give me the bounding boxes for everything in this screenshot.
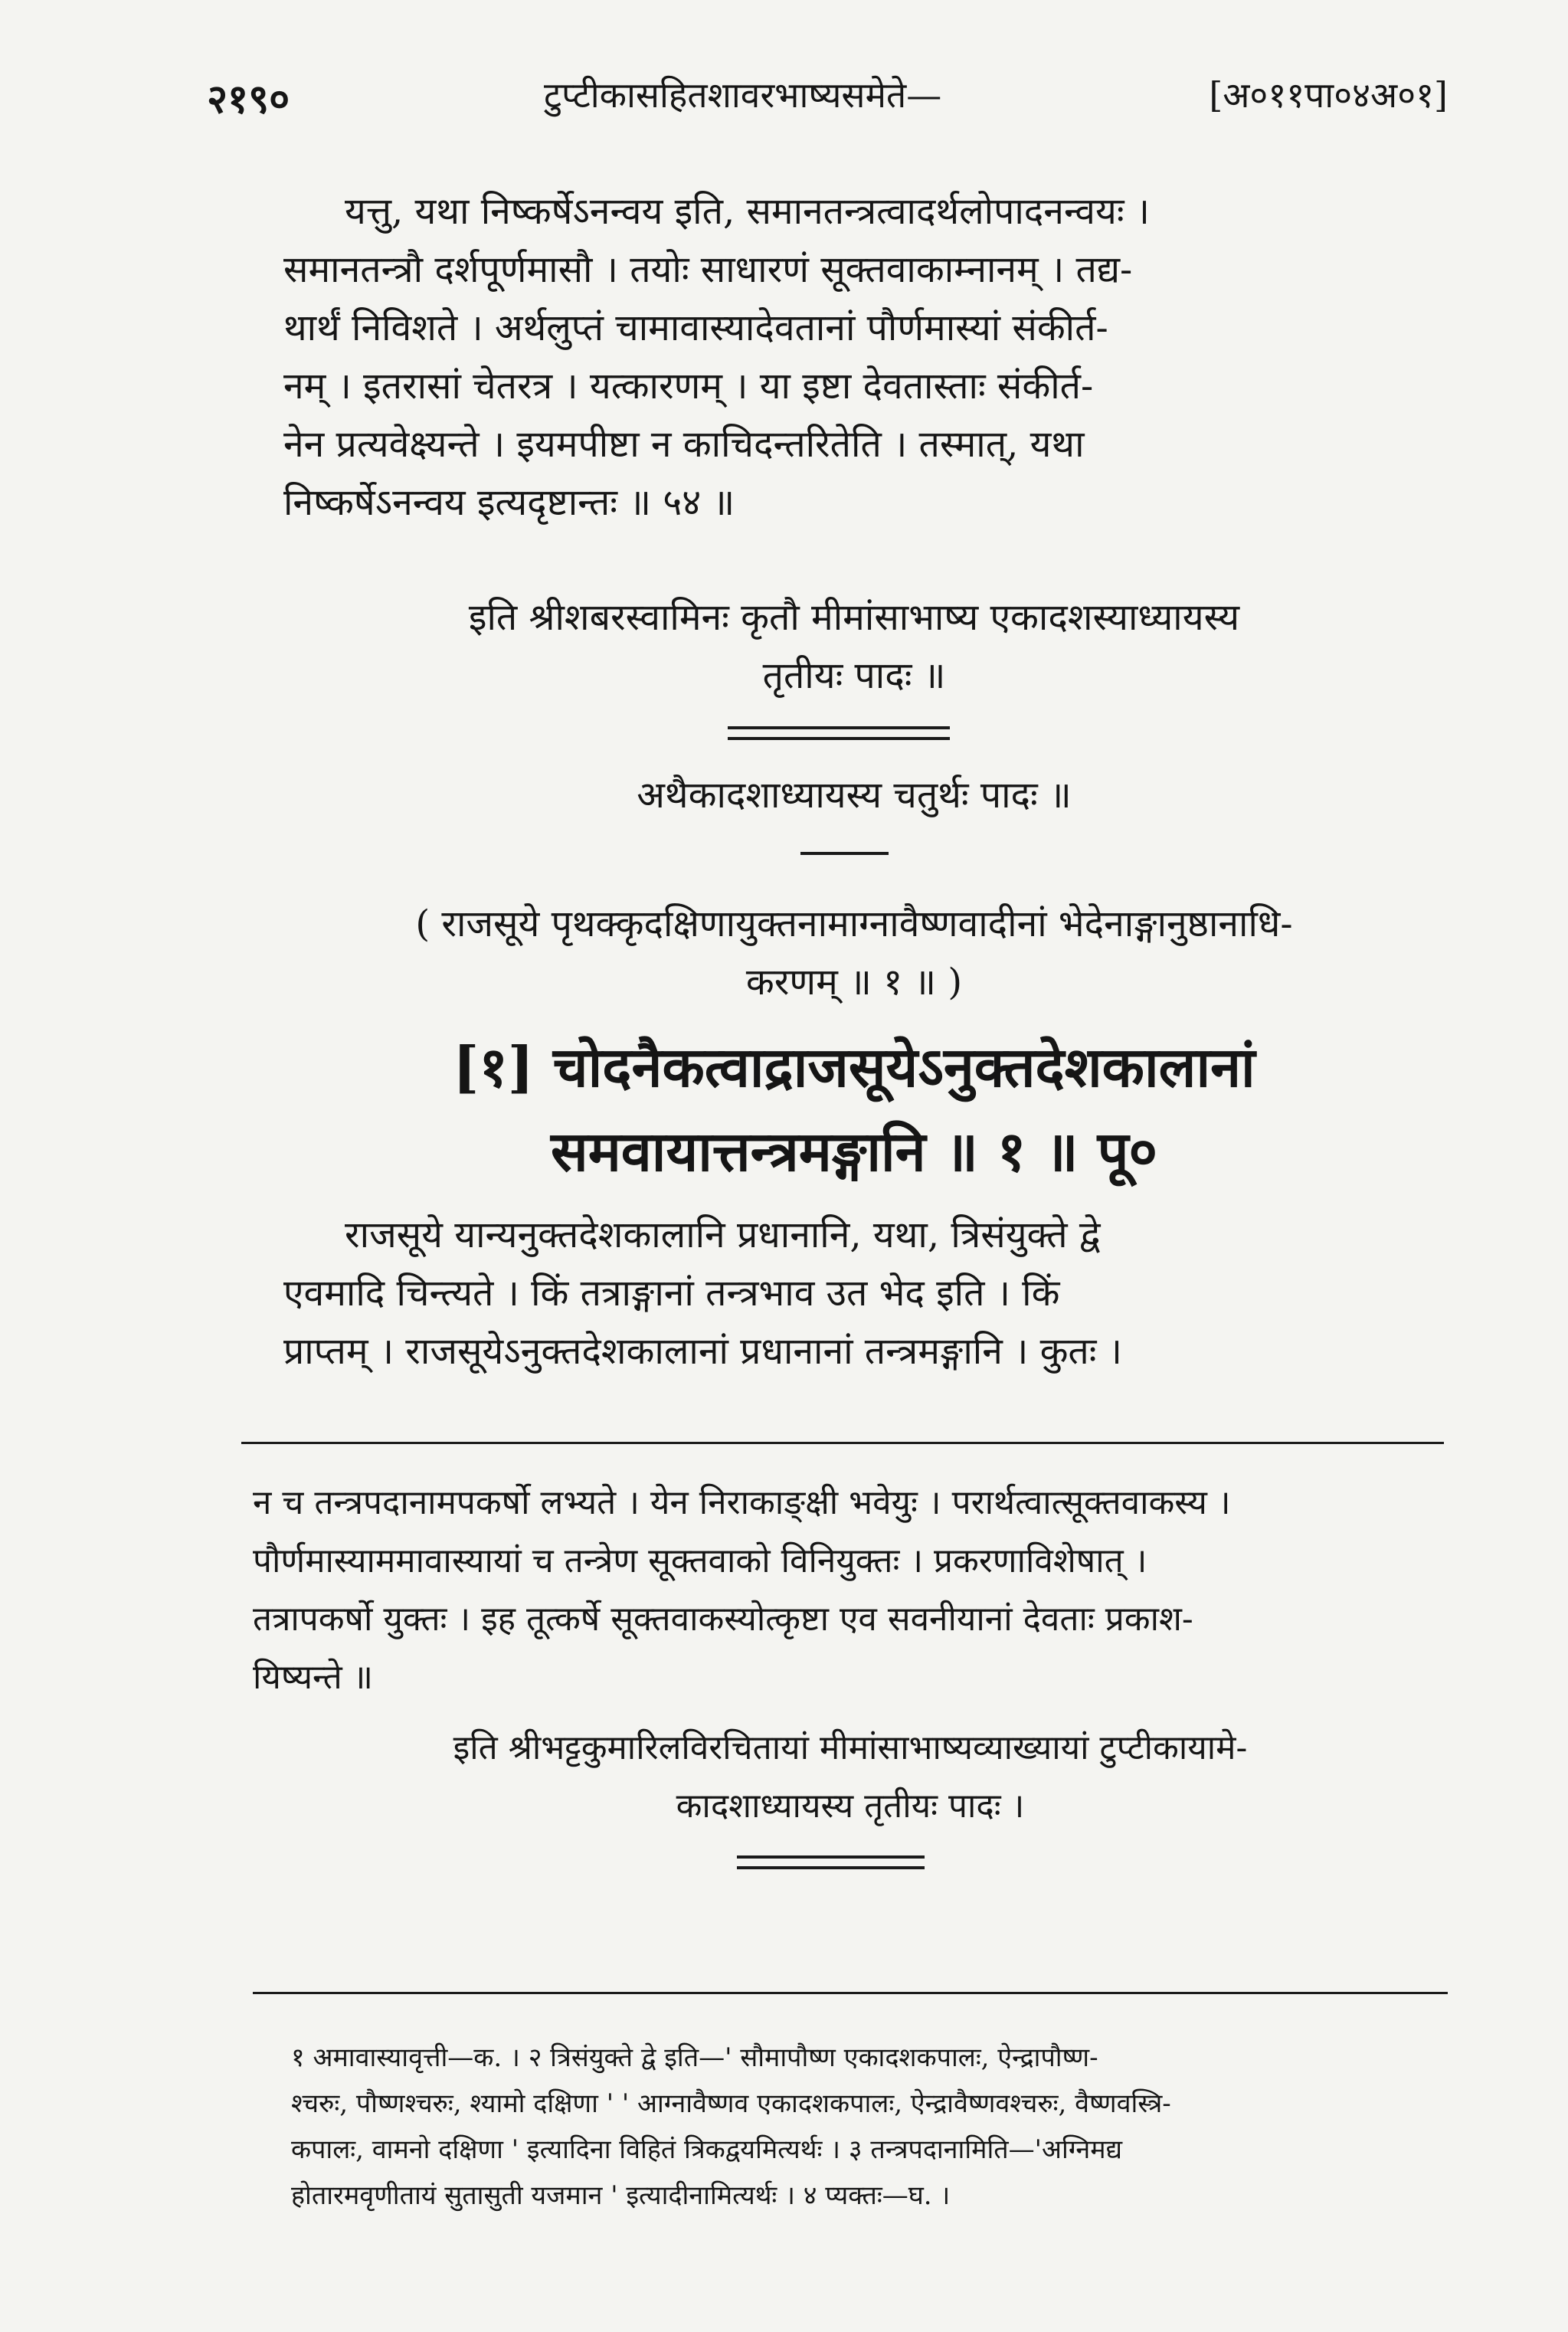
running-title: टुप्टीकासहितशावरभाष्यसमेते— (544, 74, 942, 116)
page-number: २१९० (207, 76, 290, 123)
text-line: राजसूये यान्यनुक्तदेशकालानि प्रधानानि, यथा, त्रिसंयुक्ते द्वे (345, 1213, 1101, 1256)
double-rule-bottom (737, 1866, 925, 1869)
tuptika-colophon (253, 1719, 1448, 1836)
text-line: एवमादि चिन्त्यते । किं तत्राङ्गानां तन्त्रभाव उत भेद इति । किं (283, 1272, 1060, 1315)
text-line: पौर्णमास्याममावास्यायां च तन्त्रेण सूक्तवाको विनियुक्तः । प्रकरणाविशेषात् । (253, 1541, 1147, 1580)
footnote-line: श्चरुः, पौष्णश्चरुः, श्यामो दक्षिणा ' ' आग्नावैष्णव एकादशकपालः, ऐन्द्रावैष्णवश्चरुः, वैष्णवस्त्रि- (291, 2088, 1171, 2119)
text-line: नेन प्रत्यवेक्ष्यन्ते । इयमपीष्टा न काचिदन्तरितेति । तस्मात्, यथा (283, 423, 1085, 466)
text-line: यिष्यन्ते ॥ (253, 1658, 374, 1697)
bhashya-colophon (283, 588, 1425, 705)
text-line: नम् । इतरासां चेतरत्र । यत्कारणम् । या इष्टा देवतास्ताः संकीर्त- (283, 365, 1094, 408)
adhikarana-line: करणम् ॥ १ ॥ ) (745, 961, 963, 1004)
commentary-block (283, 1206, 1425, 1381)
section-divider (241, 1442, 1444, 1444)
new-pada-heading-block (283, 766, 1425, 824)
text-line: तत्रापकर्षो युक्तः । इह तूत्कर्षे सूक्तवाकस्योत्कृष्टा एव सवनीयानां देवताः प्रकाश- (253, 1600, 1193, 1639)
text-line: प्राप्तम् । राजसूयेऽनुक्तदेशकालानां प्रधानानां तन्त्रमङ्गानि । कुतः । (283, 1330, 1122, 1373)
colophon-line: कादशाध्यायस्य तृतीयः पादः । (676, 1787, 1025, 1826)
sutra-line: [१] चोदनैकत्वाद्राजसूयेऽनुक्तदेशकालानां (453, 1034, 1255, 1099)
footnote-divider (253, 1992, 1448, 1994)
text-line: थार्थं निविशते । अर्थलुप्तं चामावास्यादेवतानां पौर्णमास्यां संकीर्त- (283, 306, 1108, 349)
tuptika-block (253, 1474, 1448, 1707)
footnote-line: होतारमवृणीतायं सुतासुती यजमान ' इत्यादीनामित्यर्थः । ४ प्यक्तः—घ. । (291, 2180, 951, 2211)
sutra-block (283, 1025, 1425, 1194)
section-reference: [अ०११पा०४अ०१] (1209, 74, 1448, 116)
colophon-line: तृतीयः पादः ॥ (762, 654, 946, 697)
double-rule-top (728, 726, 950, 729)
footnote-line: १ अमावास्यावृत्ती—क. । २ त्रिसंयुक्ते द्वे इति—' सौमापौष्ण एकादशकपालः, ऐन्द्रापौष्ण- (291, 2042, 1098, 2073)
double-rule-bottom (728, 737, 950, 740)
running-header (207, 70, 1448, 124)
bhashya-end-block (283, 182, 1425, 532)
text-line: यत्तु, यथा निष्कर्षेऽनन्वय इति, समानतन्त्रत्वादर्थलोपादनन्वयः । (345, 190, 1150, 233)
text-line: निष्कर्षेऽनन्वय इत्यदृष्टान्तः ॥ ५४ ॥ (283, 481, 735, 524)
colophon-line: इति श्रीभट्टकुमारिलविरचितायां मीमांसाभाष्यव्याख्यायां टुप्टीकायामे- (453, 1728, 1248, 1767)
short-rule (800, 852, 889, 855)
pada-heading: अथैकादशाध्यायस्य चतुर्थः पादः ॥ (637, 774, 1072, 817)
sutra-line: समवायात्तन्त्रमङ्गानि ॥ १ ॥ पू० (551, 1119, 1157, 1184)
adhikarana-line: ( राजसूये पृथक्कृदक्षिणायुक्तनामाग्नावैष्णवादीनां भेदेनाङ्गानुष्ठानाधि- (415, 902, 1293, 945)
text-line: न च तन्त्रपदानामपकर्षो लभ्यते । येन निराकाङ्क्षी भवेयुः । परार्थत्वात्सूक्तवाकस्य । (253, 1483, 1231, 1522)
colophon-line: इति श्रीशबरस्वामिनः कृतौ मीमांसाभाष्य एकादशस्याध्यायस्य (468, 596, 1240, 639)
double-rule-top (737, 1855, 925, 1859)
footnotes-block (291, 2035, 1455, 2219)
footnote-line: कपालः, वामनो दक्षिणा ' इत्यादिना विहितं त्रिकद्वयमित्यर्थः । ३ तन्त्रपदानामिति—'अग्निमद्य (291, 2134, 1122, 2165)
text-line: समानतन्त्रौ दर्शपूर्णमासौ । तयोः साधारणं सूक्तवाकाम्नानम् । तद्य- (283, 248, 1133, 291)
adhikarana-title (283, 895, 1425, 1011)
